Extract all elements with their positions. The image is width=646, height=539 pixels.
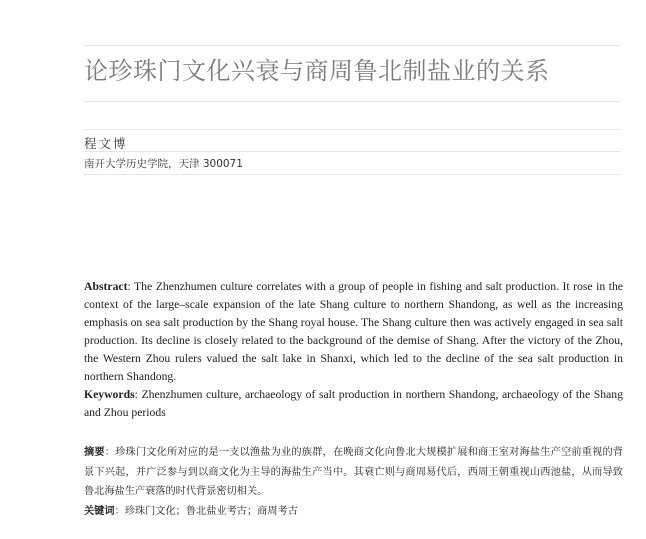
author-affiliation: 南开大学历史学院，天津 300071	[84, 158, 243, 170]
author-name: 程文博	[84, 136, 128, 151]
keywords-separator: :	[134, 388, 142, 401]
abstract-label: Abstract	[84, 280, 128, 293]
abstract-cn-text: 珍珠门文化所对应的是一支以渔盐为业的族群，在晚商文化向鲁北大规模扩展和商王室对海盐生产空前重视的背景下兴起，并广泛参与到以商文化为主导的海盐生产当中。其衰亡则与商周易代后，西周王朝重视山西池盐，从而导致鲁北海盐生产衰落的时代背景密切相关。	[84, 447, 624, 497]
keywords-cn-paragraph	[84, 502, 623, 522]
affiliation-bottom-rule	[84, 174, 621, 175]
abstract-cn-paragraph	[84, 443, 623, 502]
abstract-separator: :	[127, 280, 135, 293]
abstract-cn-separator: ：	[104, 447, 116, 458]
keywords-cn-text: 珍珠门文化；鲁北盐业考古；商周考古	[124, 505, 298, 517]
title-bottom-rule	[84, 101, 621, 102]
keywords-paragraph	[84, 386, 623, 422]
keywords-label: Keywords	[84, 388, 135, 401]
abstract-text: The Zhenzhumen culture correlates with a group of people in fishing and salt production. It rose in the context of the large–scale expansion of the late Shang culture to northern Shandong, as well as the increasing emphasis on sea salt production by the Shang royal house. The Shang culture then was actively engaged in sea salt production. Its decline is closely related to the background of the demise of Shang. After the victory of the Zhou, the Western Zhou rulers valued the salt lake in Shanxi, which led to the decline of the sea salt production in northern Shandong.	[84, 280, 623, 383]
author-top-rule	[84, 129, 621, 130]
page-title: 论珍珠门文化兴衰与商周鲁北制盐业的关系	[84, 57, 550, 85]
title-top-rule	[84, 45, 621, 46]
keywords-text: Zhenzhumen culture, archaeology of salt production in northern Shandong, archaeology of the Shang and Zhou periods	[84, 388, 623, 419]
chinese-abstract-section	[84, 443, 623, 521]
abstract-cn-label: 摘要	[84, 446, 105, 458]
keywords-cn-separator: ：	[114, 505, 125, 517]
author-divider	[84, 151, 621, 152]
keywords-cn-label: 关键词	[84, 504, 115, 517]
abstract-paragraph	[84, 278, 623, 386]
english-abstract-section	[84, 278, 623, 422]
